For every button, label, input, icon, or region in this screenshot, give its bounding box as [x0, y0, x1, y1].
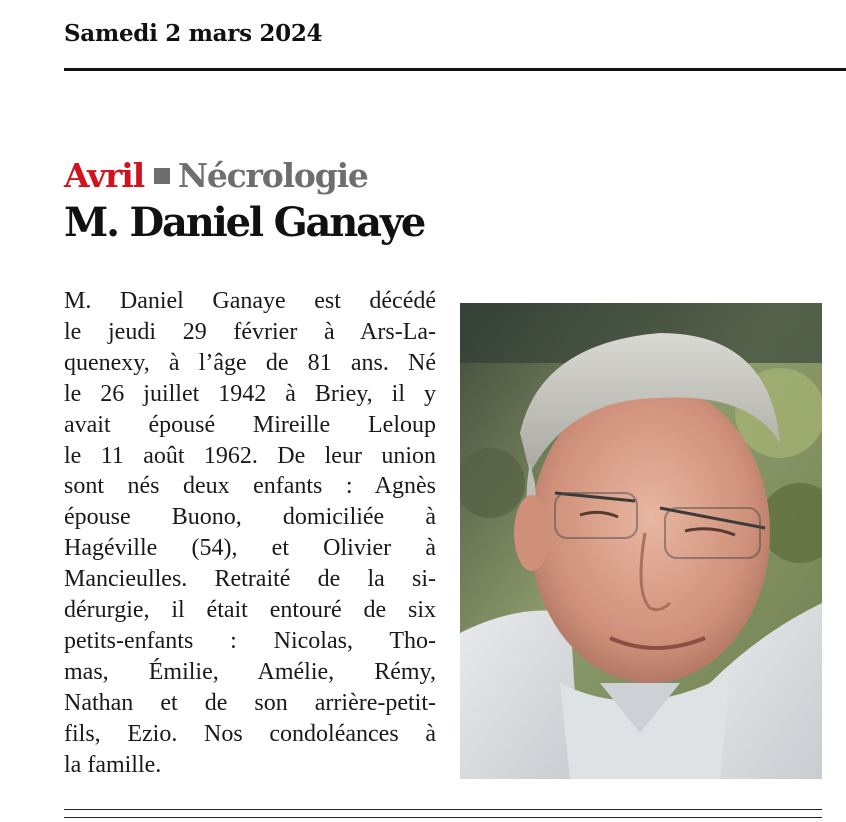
body-line: dérurgie, il était entouré de six: [64, 597, 436, 624]
body-line: fils, Ezio. Nos condoléances à: [64, 720, 436, 747]
body-line: quenexy, à l’âge de 81 ans. Né: [64, 349, 436, 376]
edition-date: Samedi 2 mars 2024: [64, 20, 323, 47]
body-line: Nathan et de son arrière-petit-: [64, 689, 436, 716]
header-rule: [64, 68, 846, 71]
article-headline: M. Daniel Ganaye: [64, 199, 425, 246]
body-line: avait épousé Mireille Leloup: [64, 411, 436, 438]
body-line: le jeudi 29 février à Ars-La-: [64, 318, 436, 345]
body-line: Mancieulles. Retraité de la si-: [64, 566, 436, 593]
body-line: mas, Émilie, Amélie, Rémy,: [64, 658, 436, 685]
portrait-illustration: [460, 303, 822, 779]
kicker-rubric: Nécrologie: [177, 156, 368, 195]
body-line: le 26 juillet 1942 à Briey, il y: [64, 380, 436, 407]
footer-rule: [64, 817, 822, 818]
body-line: sont nés deux enfants : Agnès: [64, 473, 436, 500]
body-line: la famille.: [64, 751, 162, 778]
body-line: Hagéville (54), et Olivier à: [64, 535, 436, 562]
body-line: M. Daniel Ganaye est décédé: [64, 288, 436, 314]
footer-rule: [64, 809, 822, 810]
article-kicker: [64, 156, 368, 195]
body-line: le 11 août 1962. De leur union: [64, 442, 436, 469]
kicker-separator-square: [154, 168, 170, 184]
portrait-photo: [460, 303, 822, 779]
article-body: [64, 286, 436, 781]
body-line: épouse Buono, domiciliée à: [64, 504, 436, 531]
kicker-place: Avril: [64, 156, 144, 195]
body-line: petits-enfants : Nicolas, Tho-: [64, 627, 436, 654]
